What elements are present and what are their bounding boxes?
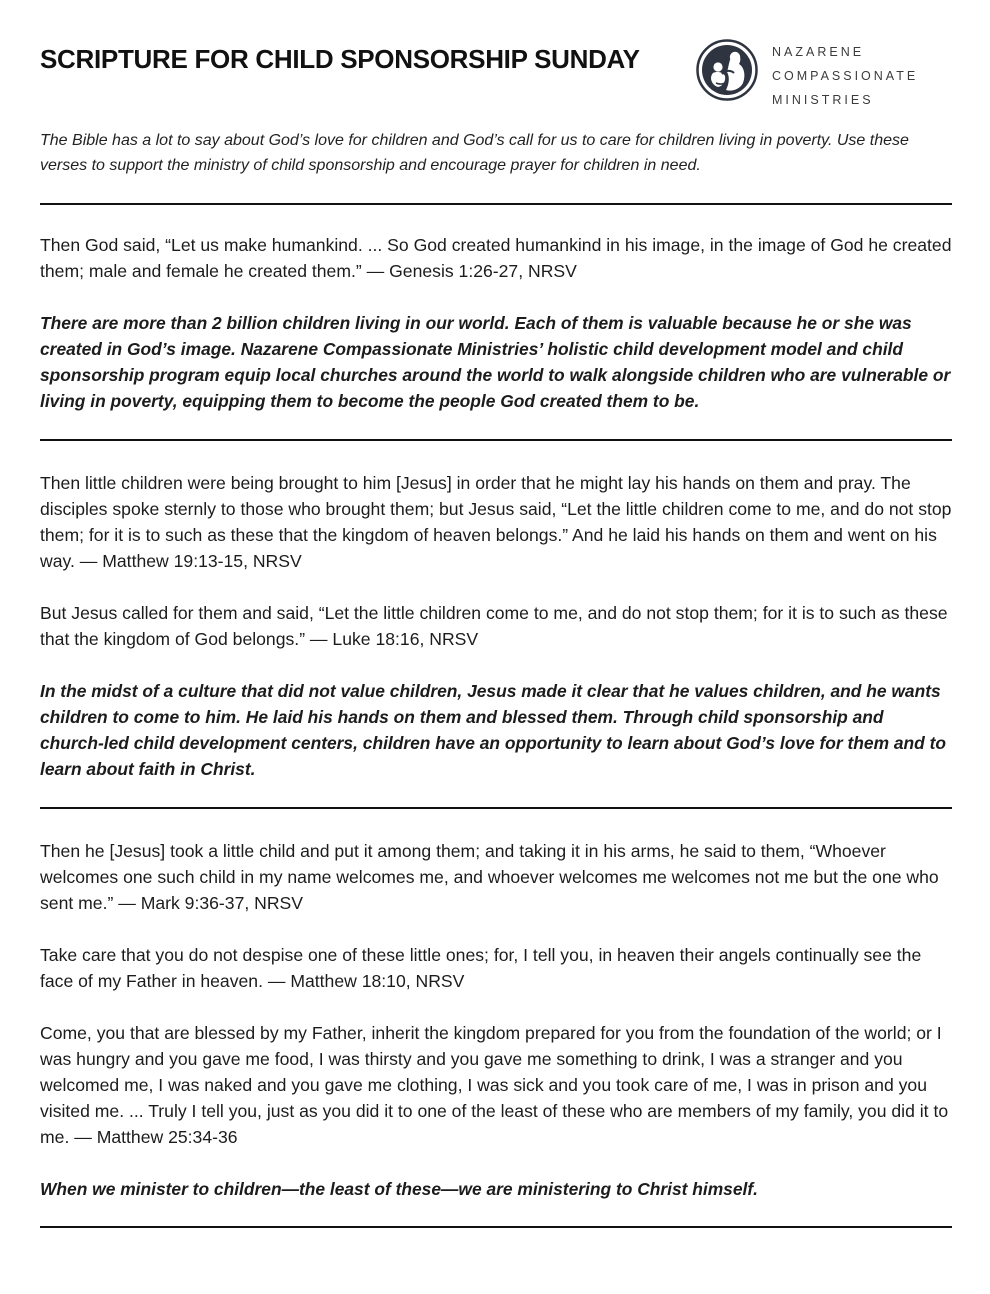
- section-divider: [40, 807, 952, 809]
- verse-genesis: Then God said, “Let us make humankind. ... So God created humankind in his image, in the image of God he created them; male and female he created them.” — Genesis 1:26-27, NRSV: [40, 235, 952, 281]
- intro-text: The Bible has a lot to say about God’s love for children and God’s call for us to care for children living in poverty. Use these verses to support the ministry of child sponsorship and encourage prayer for children in need.: [40, 132, 909, 174]
- commentary-jesus-values-children: In the midst of a culture that did not value children, Jesus made it clear that he values children, and he wants children to come to him. He laid his hands on them and blessed them. Through child sponsorship and church-led child development centers, children have an opportunity to learn about God’s love for them and to learn about faith in Christ.: [40, 681, 947, 779]
- page-title: SCRIPTURE FOR CHILD SPONSORSHIP SUNDAY: [40, 44, 640, 74]
- verse-luke-18: But Jesus called for them and said, “Let the little children come to me, and do not stop them; for it is to such as these that the kingdom of God belongs.” — Luke 18:16, NRSV: [40, 603, 948, 649]
- commentary-least-of-these: When we minister to children—the least of these—we are ministering to Christ himself.: [40, 1179, 758, 1199]
- section-divider: [40, 439, 952, 441]
- section-divider: [40, 1226, 952, 1228]
- commentary-image-of-god: There are more than 2 billion children living in our world. Each of them is valuable because he or she was created in God’s image. Nazarene Compassionate Ministries’ holistic child development model and child sponsorship program equip local churches around the world to walk alongside children who are vulnerable or living in poverty, equipping them to become the people God created them to be.: [40, 313, 951, 411]
- verse-matthew-19: Then little children were being brought to him [Jesus] in order that he might lay his hands on them and pray. The disciples spoke sternly to those who brought them; but Jesus said, “Let the little children come to me, and do not stop them; for it is to such as these that the kingdom of heaven belongs.” And he laid his hands on them and went on his way. — Matthew 19:13-15, NRSV: [40, 473, 952, 571]
- ncm-logo: [696, 36, 952, 107]
- verse-matthew-25: Come, you that are blessed by my Father, inherit the kingdom prepared for you from the foundation of the world; or I was hungry and you gave me food, I was thirsty and you gave me something to drink, I was a stranger and you welcomed me, I was naked and you gave me clothing, I was sick and you took care of me, I was in prison and you visited me. ... Truly I tell you, just as you did it to one of the least of these who are members of my family, you did it to me. — Matthew 25:34-36: [40, 1023, 949, 1147]
- verse-mark-9: Then he [Jesus] took a little child and put it among them; and taking it in his arms, he said to them, “Whoever welcomes one such child in my name welcomes me, and whoever welcomes me welcomes not me but the one who sent me.” — Mark 9:36-37, NRSV: [40, 841, 939, 913]
- logo-line-compassionate: COMPASSIONATE: [772, 69, 919, 83]
- section-divider: [40, 203, 952, 205]
- verse-matthew-18: Take care that you do not despise one of these little ones; for, I tell you, in heaven their angels continually see the face of my Father in heaven. — Matthew 18:10, NRSV: [40, 945, 922, 991]
- logo-line-nazarene: NAZARENE: [772, 45, 865, 59]
- document-page: [40, 0, 952, 1294]
- logo-line-ministries: MINISTRIES: [772, 93, 874, 107]
- ncm-logo-wordmark: [772, 40, 918, 112]
- adult-and-child-embrace-logo-icon: [696, 39, 758, 101]
